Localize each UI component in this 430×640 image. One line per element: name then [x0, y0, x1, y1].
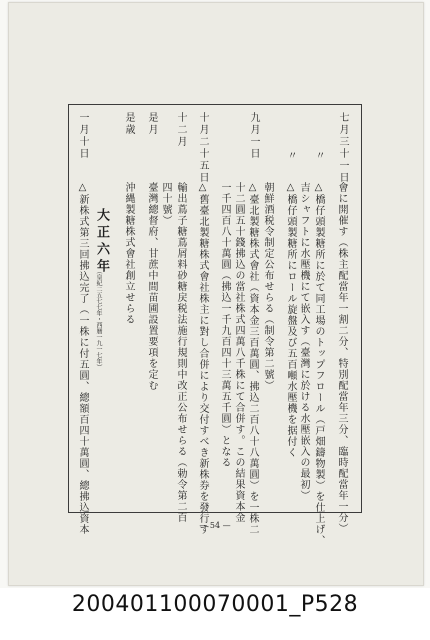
date-ditto-1: 〃	[313, 150, 324, 162]
date-sep-1: 九月一日	[248, 112, 259, 160]
archive-id-caption: 200401100070001_P528	[71, 592, 359, 617]
entry-line-3: 吉シャフトに水壓機にて嵌入す（臺灣に於ける水壓嵌入の最初）	[298, 182, 309, 501]
entry-line-2: △橋仔頭製糖所に於て同工場のトップフロール（戸畑鑄物製）を仕上げ、	[313, 182, 324, 546]
page-number: — 54 —	[199, 521, 231, 530]
entry-line-11: 四十號）	[160, 182, 171, 226]
entry-line-1: 會に開催す（株主配當年一割二分、特別配當年三分、臨時配當年一分）	[336, 182, 347, 534]
entry-line-9: △舊臺北製糖株式會社株主に對し合併により交付すべき新株券を發行す	[197, 182, 208, 535]
date-oct-25: 十月二十五日	[197, 112, 208, 184]
date-this-month: 是月	[146, 112, 157, 136]
entry-line-7: 十二圓五十錢拂込の當社株式四萬八千株にて合併す。この結果資本金	[233, 182, 244, 523]
date-this-year: 是歳	[123, 112, 134, 136]
entry-line-4: △橋仔頭製糖所にロール旋盤及び五百噸水壓機を据付く	[285, 182, 296, 458]
year-note: （皇紀二五七七年・西暦一九一七年）	[95, 268, 102, 370]
final-entry-line: △新株式第三回拂込完了（一株に付五圓、總額百四十萬圓、總拂込資本	[77, 182, 88, 535]
entry-line-12: 臺灣總督府、甘蔗中間苗圃設置要項を定む	[146, 182, 157, 391]
entry-line-6: △臺北製糖株式會社（資本金三百萬圓、拂込二百八十八萬圓）を一株二	[247, 182, 258, 535]
entry-line-10: 輸出蔦子糖蔦屑料砂糖戻税法施行規則中改正公布せらる（勅令第二百	[175, 182, 186, 523]
entry-line-5: 朝鮮酒税令制定公布せらる（制令第二號）	[262, 182, 273, 391]
date-jan-10: 一月十日	[77, 112, 88, 160]
date-ditto-2: 〃	[285, 150, 296, 162]
entry-line-8: 一千四百八十萬圓（拂込一千九百四十三萬五千圓）となる	[219, 182, 230, 468]
date-december: 十二月	[175, 112, 186, 148]
entry-line-13: 沖縄製糖株式會社創立せらる	[123, 182, 134, 325]
date-jul-31: 七月三十一日	[337, 112, 348, 184]
year-heading: 大正六年	[94, 208, 109, 276]
